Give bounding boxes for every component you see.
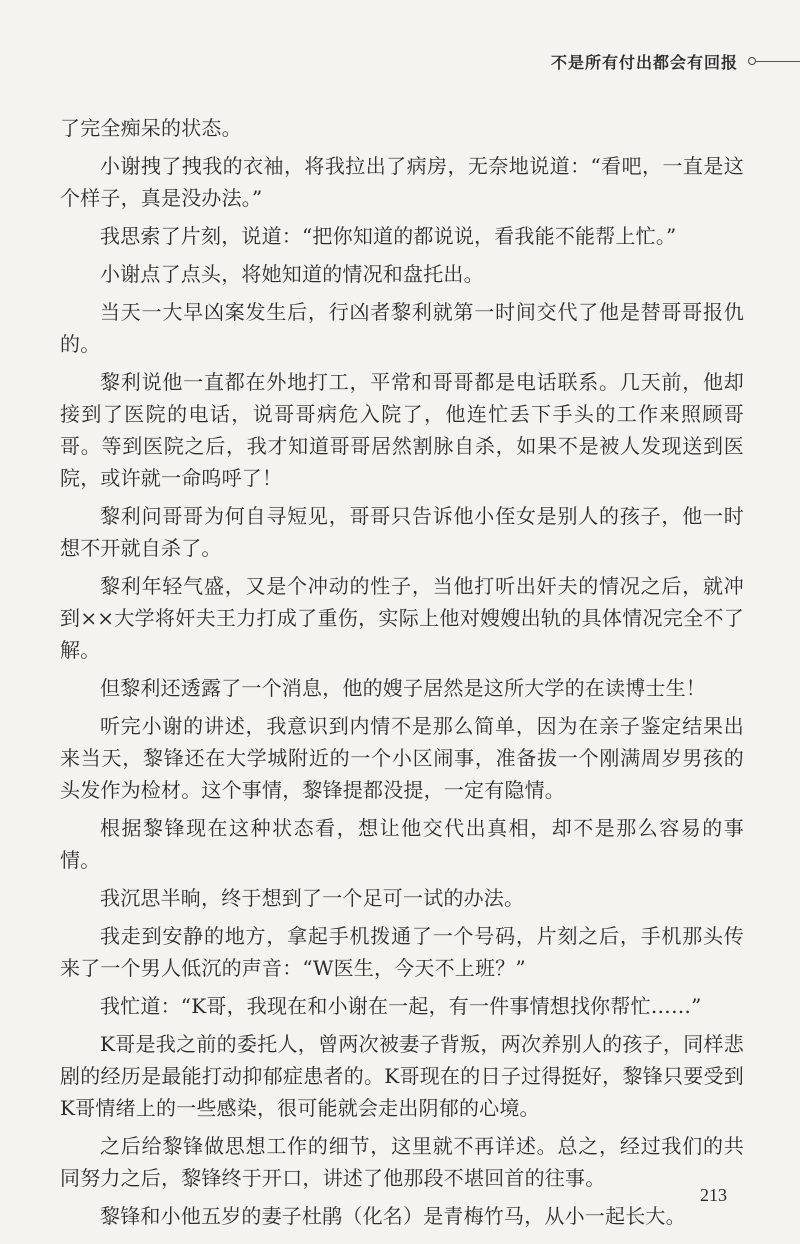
paragraph: 当天一大早凶案发生后，行凶者黎利就第一时间交代了他是替哥哥报仇的。 bbox=[60, 300, 744, 356]
paragraph: 小谢点了点头，将她知道的情况和盘托出。 bbox=[100, 262, 484, 286]
page-number: 213 bbox=[700, 1185, 727, 1205]
paragraph: 我忙道：“K哥，我现在和小谢在一起，有一件事情想找你帮忙……” bbox=[100, 994, 702, 1018]
paragraph: 但黎利还透露了一个消息，他的嫂子居然是这所大学的在读博士生！ bbox=[100, 676, 706, 700]
paragraph: K哥是我之前的委托人，曾两次被妻子背叛，两次养别人的孩子，同样悲剧的经历是最能打动抑郁症患者的。K哥现在的日子过得挺好，黎锋只要受到K哥情绪上的一些感染，很可能就会走出阴郁的心境。 bbox=[60, 1032, 744, 1120]
paragraph: 我思索了片刻，说道：“把你知道的都说说，看我能不能帮上忙。” bbox=[100, 224, 677, 248]
paragraph: 黎利问哥哥为何自寻短见，哥哥只告诉他小侄女是别人的孩子，他一时想不开就自杀了。 bbox=[60, 504, 744, 560]
paragraph: 我沉思半晌，终于想到了一个足可一试的办法。 bbox=[100, 886, 525, 910]
running-header bbox=[520, 50, 800, 76]
body-text bbox=[60, 112, 744, 1238]
paragraph: 黎锋和小他五岁的妻子杜鹃（化名）是青梅竹马，从小一起长大。 bbox=[100, 1204, 686, 1228]
paragraph: 黎利年轻气盛，又是个冲动的性子，当他打听出奸夫的情况之后，就冲到××大学将奸夫王力打成了重伤，实际上他对嫂嫂出轨的具体情况完全不了解。 bbox=[60, 574, 744, 662]
paragraph: 听完小谢的讲述，我意识到内情不是那么简单，因为在亲子鉴定结果出来当天，黎锋还在大学城附近的一个小区闹事，准备拔一个刚满周岁男孩的头发作为检材。这个事情，黎锋提都没提，一定有隐情。 bbox=[60, 714, 744, 802]
paragraph: 了完全痴呆的状态。 bbox=[60, 116, 242, 140]
header-rule bbox=[756, 61, 800, 62]
header-circle-ornament bbox=[748, 57, 756, 65]
paragraph: 小谢拽了拽我的衣袖，将我拉出了病房，无奈地说道：“看吧，一直是这个样子，真是没办法。” bbox=[60, 154, 744, 210]
header-title: 不是所有付出都会有回报 bbox=[550, 53, 738, 72]
paragraph: 我走到安静的地方，拿起手机拨通了一个号码，片刻之后，手机那头传来了一个男人低沉的声音：“W医生，今天不上班？” bbox=[60, 924, 744, 980]
paragraph: 之后给黎锋做思想工作的细节，这里就不再详述。总之，经过我们的共同努力之后，黎锋终于开口，讲述了他那段不堪回首的往事。 bbox=[60, 1134, 744, 1190]
paragraph: 黎利说他一直都在外地打工，平常和哥哥都是电话联系。几天前，他却接到了医院的电话，说哥哥病危入院了，他连忙丢下手头的工作来照顾哥哥。等到医院之后，我才知道哥哥居然割脉自杀，如果不是被人发现送到医院，或许就一命呜呼了！ bbox=[60, 370, 744, 490]
paragraph: 根据黎锋现在这种状态看，想让他交代出真相，却不是那么容易的事情。 bbox=[60, 816, 744, 872]
